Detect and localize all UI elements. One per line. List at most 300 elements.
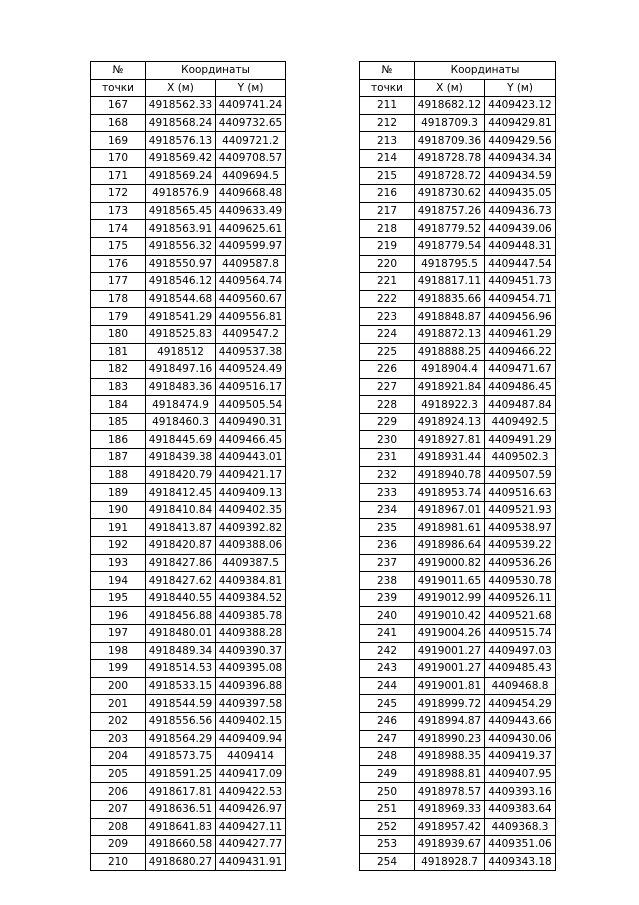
point-number-cell: 232 (360, 466, 415, 484)
x-coordinate-cell: 4918512 (146, 343, 216, 361)
x-coordinate-cell: 4918456.88 (146, 607, 216, 625)
point-number-cell: 223 (360, 308, 415, 326)
table-row (360, 748, 556, 766)
y-coordinate-cell: 4409633.49 (216, 202, 286, 220)
y-coordinate-cell: 4409468.8 (485, 677, 556, 695)
y-coordinate-cell: 4409516.63 (485, 484, 556, 502)
point-number-cell: 187 (91, 449, 146, 467)
x-coordinate-cell: 4919010.42 (415, 607, 485, 625)
point-number-cell: 214 (360, 149, 415, 167)
x-coordinate-cell: 4918981.61 (415, 519, 485, 537)
x-coordinate-cell: 4918480.01 (146, 625, 216, 643)
point-number-cell: 235 (360, 519, 415, 537)
x-coordinate-cell: 4919001.81 (415, 677, 485, 695)
x-coordinate-cell: 4918728.72 (415, 167, 485, 185)
x-coordinate-cell: 4918474.9 (146, 396, 216, 414)
y-coordinate-cell: 4409434.34 (485, 149, 556, 167)
point-number-cell: 167 (91, 97, 146, 115)
y-coordinate-cell: 4409530.78 (485, 572, 556, 590)
table-row (360, 149, 556, 167)
table-row (91, 149, 286, 167)
x-coordinate-cell: 4918988.35 (415, 748, 485, 766)
point-number-cell: 210 (91, 853, 146, 871)
point-number-cell: 169 (91, 132, 146, 150)
point-number-cell: 211 (360, 97, 415, 115)
x-coordinate-cell: 4918682.12 (415, 97, 485, 115)
y-coordinate-cell: 4409454.71 (485, 290, 556, 308)
x-coordinate-cell: 4918988.81 (415, 765, 485, 783)
y-coordinate-cell: 4409343.18 (485, 853, 556, 871)
x-coordinate-cell: 4919011.65 (415, 572, 485, 590)
x-coordinate-cell: 4918904.4 (415, 361, 485, 379)
y-coordinate-cell: 4409486.45 (485, 378, 556, 396)
y-coordinate-cell: 4409390.37 (216, 642, 286, 660)
x-coordinate-cell: 4918986.64 (415, 537, 485, 555)
y-coordinate-cell: 4409402.15 (216, 712, 286, 730)
x-coordinate-cell: 4918709.3 (415, 114, 485, 132)
point-number-cell: 220 (360, 255, 415, 273)
table-row (91, 290, 286, 308)
y-coordinate-cell: 4409560.67 (216, 290, 286, 308)
point-number-cell: 190 (91, 501, 146, 519)
x-coordinate-cell: 4918757.26 (415, 202, 485, 220)
header-point: точки (360, 79, 415, 97)
y-coordinate-cell: 4409516.17 (216, 378, 286, 396)
x-coordinate-cell: 4918921.84 (415, 378, 485, 396)
table-row (91, 202, 286, 220)
table-row (91, 97, 286, 115)
point-number-cell: 197 (91, 625, 146, 643)
y-coordinate-cell: 4409385.78 (216, 607, 286, 625)
point-number-cell: 205 (91, 765, 146, 783)
x-coordinate-cell: 4918967.01 (415, 501, 485, 519)
point-number-cell: 199 (91, 660, 146, 678)
y-coordinate-cell: 4409421.17 (216, 466, 286, 484)
point-number-cell: 224 (360, 325, 415, 343)
y-coordinate-cell: 4409521.68 (485, 607, 556, 625)
y-coordinate-cell: 4409434.59 (485, 167, 556, 185)
y-coordinate-cell: 4409538.97 (485, 519, 556, 537)
x-coordinate-cell: 4918563.91 (146, 220, 216, 238)
point-number-cell: 200 (91, 677, 146, 695)
y-coordinate-cell: 4409435.05 (485, 185, 556, 203)
y-coordinate-cell: 4409397.58 (216, 695, 286, 713)
table-row (360, 765, 556, 783)
x-coordinate-cell: 4918427.62 (146, 572, 216, 590)
point-number-cell: 238 (360, 572, 415, 590)
point-number-cell: 236 (360, 537, 415, 555)
point-number-cell: 213 (360, 132, 415, 150)
y-coordinate-cell: 4409587.8 (216, 255, 286, 273)
point-number-cell: 230 (360, 431, 415, 449)
y-coordinate-cell: 4409430.06 (485, 730, 556, 748)
table-row (360, 625, 556, 643)
y-coordinate-cell: 4409443.01 (216, 449, 286, 467)
table-row (360, 501, 556, 519)
table-row (91, 273, 286, 291)
x-coordinate-cell: 4918412.45 (146, 484, 216, 502)
y-coordinate-cell: 4409427.77 (216, 836, 286, 854)
table-row (360, 572, 556, 590)
table-row (91, 800, 286, 818)
point-number-cell: 221 (360, 273, 415, 291)
table-row (91, 413, 286, 431)
table-row (360, 484, 556, 502)
x-coordinate-cell: 4918999.72 (415, 695, 485, 713)
x-coordinate-cell: 4918410.84 (146, 501, 216, 519)
x-coordinate-cell: 4918569.24 (146, 167, 216, 185)
table-row (360, 396, 556, 414)
x-coordinate-cell: 4918939.67 (415, 836, 485, 854)
table-row (91, 466, 286, 484)
y-coordinate-cell: 4409547.2 (216, 325, 286, 343)
table-row (360, 255, 556, 273)
table-row (91, 625, 286, 643)
x-coordinate-cell: 4918445.69 (146, 431, 216, 449)
table-row (360, 378, 556, 396)
point-number-cell: 194 (91, 572, 146, 590)
point-number-cell: 183 (91, 378, 146, 396)
point-number-cell: 244 (360, 677, 415, 695)
y-coordinate-cell: 4409409.94 (216, 730, 286, 748)
x-coordinate-cell: 4918533.15 (146, 677, 216, 695)
x-coordinate-cell: 4918660.58 (146, 836, 216, 854)
x-coordinate-cell: 4918617.81 (146, 783, 216, 801)
point-number-cell: 192 (91, 537, 146, 555)
table-row (360, 431, 556, 449)
table-row (91, 730, 286, 748)
table-row (360, 343, 556, 361)
table-row (91, 132, 286, 150)
header-coordinates: Координаты (415, 62, 556, 80)
point-number-cell: 239 (360, 589, 415, 607)
table-row (91, 449, 286, 467)
x-coordinate-cell: 4918440.55 (146, 589, 216, 607)
point-number-cell: 185 (91, 413, 146, 431)
coordinates-table-right (359, 61, 556, 871)
header-coordinates: Координаты (146, 62, 286, 80)
x-coordinate-cell: 4918872.13 (415, 325, 485, 343)
y-coordinate-cell: 4409526.11 (485, 589, 556, 607)
y-coordinate-cell: 4409491.29 (485, 431, 556, 449)
table-row (91, 748, 286, 766)
point-number-cell: 182 (91, 361, 146, 379)
point-number-cell: 196 (91, 607, 146, 625)
table-row (91, 660, 286, 678)
y-coordinate-cell: 4409447.54 (485, 255, 556, 273)
x-coordinate-cell: 4918940.78 (415, 466, 485, 484)
y-coordinate-cell: 4409502.3 (485, 449, 556, 467)
table-row (360, 202, 556, 220)
point-number-cell: 173 (91, 202, 146, 220)
point-number-cell: 188 (91, 466, 146, 484)
point-number-cell: 231 (360, 449, 415, 467)
header-x: X (м) (415, 79, 485, 97)
y-coordinate-cell: 4409490.31 (216, 413, 286, 431)
table-row (360, 712, 556, 730)
x-coordinate-cell: 4918591.25 (146, 765, 216, 783)
table-row (91, 220, 286, 238)
y-coordinate-cell: 4409461.29 (485, 325, 556, 343)
table-row (360, 836, 556, 854)
y-coordinate-cell: 4409351.06 (485, 836, 556, 854)
x-coordinate-cell: 4918541.29 (146, 308, 216, 326)
x-coordinate-cell: 4918427.86 (146, 554, 216, 572)
point-number-cell: 170 (91, 149, 146, 167)
x-coordinate-cell: 4918514.53 (146, 660, 216, 678)
y-coordinate-cell: 4409409.13 (216, 484, 286, 502)
y-coordinate-cell: 4409564.74 (216, 273, 286, 291)
table-row (360, 818, 556, 836)
point-number-cell: 251 (360, 800, 415, 818)
point-number-cell: 242 (360, 642, 415, 660)
point-number-cell: 171 (91, 167, 146, 185)
y-coordinate-cell: 4409732.65 (216, 114, 286, 132)
x-coordinate-cell: 4918953.74 (415, 484, 485, 502)
point-number-cell: 168 (91, 114, 146, 132)
y-coordinate-cell: 4409524.49 (216, 361, 286, 379)
point-number-cell: 249 (360, 765, 415, 783)
y-coordinate-cell: 4409515.74 (485, 625, 556, 643)
table-row (91, 396, 286, 414)
point-number-cell: 186 (91, 431, 146, 449)
table-row (360, 607, 556, 625)
y-coordinate-cell: 4409451.73 (485, 273, 556, 291)
y-coordinate-cell: 4409387.5 (216, 554, 286, 572)
table-row (360, 800, 556, 818)
x-coordinate-cell: 4918779.54 (415, 237, 485, 255)
table-row (91, 677, 286, 695)
point-number-cell: 240 (360, 607, 415, 625)
y-coordinate-cell: 4409388.06 (216, 537, 286, 555)
table-row (360, 466, 556, 484)
point-number-cell: 176 (91, 255, 146, 273)
point-number-cell: 225 (360, 343, 415, 361)
y-coordinate-cell: 4409448.31 (485, 237, 556, 255)
y-coordinate-cell: 4409537.38 (216, 343, 286, 361)
x-coordinate-cell: 4918497.16 (146, 361, 216, 379)
y-coordinate-cell: 4409625.61 (216, 220, 286, 238)
table-row (91, 836, 286, 854)
y-coordinate-cell: 4409402.35 (216, 501, 286, 519)
y-coordinate-cell: 4409536.26 (485, 554, 556, 572)
point-number-cell: 250 (360, 783, 415, 801)
point-number-cell: 245 (360, 695, 415, 713)
x-coordinate-cell: 4918439.38 (146, 449, 216, 467)
table-row (91, 361, 286, 379)
point-number-cell: 222 (360, 290, 415, 308)
y-coordinate-cell: 4409599.97 (216, 237, 286, 255)
point-number-cell: 180 (91, 325, 146, 343)
table-row (91, 431, 286, 449)
table-row (360, 361, 556, 379)
y-coordinate-cell: 4409454.29 (485, 695, 556, 713)
table-row (360, 290, 556, 308)
x-coordinate-cell: 4918835.66 (415, 290, 485, 308)
point-number-cell: 174 (91, 220, 146, 238)
table-row (360, 730, 556, 748)
x-coordinate-cell: 4918990.23 (415, 730, 485, 748)
x-coordinate-cell: 4918922.3 (415, 396, 485, 414)
x-coordinate-cell: 4918565.45 (146, 202, 216, 220)
point-number-cell: 175 (91, 237, 146, 255)
point-number-cell: 233 (360, 484, 415, 502)
x-coordinate-cell: 4919000.82 (415, 554, 485, 572)
y-coordinate-cell: 4409466.22 (485, 343, 556, 361)
x-coordinate-cell: 4918928.7 (415, 853, 485, 871)
header-y: Y (м) (485, 79, 556, 97)
y-coordinate-cell: 4409539.22 (485, 537, 556, 555)
y-coordinate-cell: 4409431.91 (216, 853, 286, 871)
table-row (360, 273, 556, 291)
table-row (360, 413, 556, 431)
table-row (91, 537, 286, 555)
table-row (360, 537, 556, 555)
x-coordinate-cell: 4918420.79 (146, 466, 216, 484)
table-row (91, 237, 286, 255)
y-coordinate-cell: 4409395.08 (216, 660, 286, 678)
table-row (91, 572, 286, 590)
table-row (91, 554, 286, 572)
y-coordinate-cell: 4409485.43 (485, 660, 556, 678)
table-body-left (91, 97, 286, 871)
table-row (360, 97, 556, 115)
point-number-cell: 218 (360, 220, 415, 238)
x-coordinate-cell: 4918888.25 (415, 343, 485, 361)
table-body-right (360, 97, 556, 871)
x-coordinate-cell: 4918569.42 (146, 149, 216, 167)
y-coordinate-cell: 4409439.06 (485, 220, 556, 238)
table-row (360, 114, 556, 132)
y-coordinate-cell: 4409487.84 (485, 396, 556, 414)
point-number-cell: 243 (360, 660, 415, 678)
table-row (360, 237, 556, 255)
table-row (360, 308, 556, 326)
header-y: Y (м) (216, 79, 286, 97)
y-coordinate-cell: 4409392.82 (216, 519, 286, 537)
x-coordinate-cell: 4918544.59 (146, 695, 216, 713)
x-coordinate-cell: 4918969.33 (415, 800, 485, 818)
x-coordinate-cell: 4918730.62 (415, 185, 485, 203)
y-coordinate-cell: 4409384.81 (216, 572, 286, 590)
x-coordinate-cell: 4918957.42 (415, 818, 485, 836)
header-number: № (91, 62, 146, 80)
point-number-cell: 215 (360, 167, 415, 185)
table-row (91, 255, 286, 273)
table-row (360, 554, 556, 572)
point-number-cell: 212 (360, 114, 415, 132)
table-row (360, 220, 556, 238)
table-row (91, 765, 286, 783)
x-coordinate-cell: 4918556.56 (146, 712, 216, 730)
point-number-cell: 178 (91, 290, 146, 308)
y-coordinate-cell: 4409492.5 (485, 413, 556, 431)
table-row (360, 783, 556, 801)
point-number-cell: 253 (360, 836, 415, 854)
x-coordinate-cell: 4918641.83 (146, 818, 216, 836)
table-row (360, 449, 556, 467)
point-number-cell: 177 (91, 273, 146, 291)
point-number-cell: 226 (360, 361, 415, 379)
y-coordinate-cell: 4409708.57 (216, 149, 286, 167)
table-row (91, 378, 286, 396)
x-coordinate-cell: 4918568.24 (146, 114, 216, 132)
x-coordinate-cell: 4918636.51 (146, 800, 216, 818)
x-coordinate-cell: 4918550.97 (146, 255, 216, 273)
x-coordinate-cell: 4919004.26 (415, 625, 485, 643)
y-coordinate-cell: 4409396.88 (216, 677, 286, 695)
point-number-cell: 219 (360, 237, 415, 255)
y-coordinate-cell: 4409384.52 (216, 589, 286, 607)
y-coordinate-cell: 4409443.66 (485, 712, 556, 730)
table-row (360, 660, 556, 678)
table-row (91, 818, 286, 836)
table-row (91, 853, 286, 871)
table-row (91, 607, 286, 625)
point-number-cell: 179 (91, 308, 146, 326)
table-row (360, 132, 556, 150)
table-row (360, 642, 556, 660)
y-coordinate-cell: 4409422.53 (216, 783, 286, 801)
point-number-cell: 246 (360, 712, 415, 730)
point-number-cell: 254 (360, 853, 415, 871)
y-coordinate-cell: 4409466.45 (216, 431, 286, 449)
y-coordinate-cell: 4409407.95 (485, 765, 556, 783)
point-number-cell: 248 (360, 748, 415, 766)
table-row (360, 695, 556, 713)
y-coordinate-cell: 4409505.54 (216, 396, 286, 414)
y-coordinate-cell: 4409436.73 (485, 202, 556, 220)
y-coordinate-cell: 4409556.81 (216, 308, 286, 326)
table-row (91, 484, 286, 502)
point-number-cell: 191 (91, 519, 146, 537)
table-row (360, 853, 556, 871)
table-row (91, 501, 286, 519)
point-number-cell: 204 (91, 748, 146, 766)
y-coordinate-cell: 4409393.16 (485, 783, 556, 801)
y-coordinate-cell: 4409383.64 (485, 800, 556, 818)
table-row (360, 167, 556, 185)
x-coordinate-cell: 4919001.27 (415, 642, 485, 660)
point-number-cell: 184 (91, 396, 146, 414)
y-coordinate-cell: 4409427.11 (216, 818, 286, 836)
x-coordinate-cell: 4918576.9 (146, 185, 216, 203)
table-row (91, 642, 286, 660)
header-number: № (360, 62, 415, 80)
x-coordinate-cell: 4918978.57 (415, 783, 485, 801)
point-number-cell: 228 (360, 396, 415, 414)
x-coordinate-cell: 4918546.12 (146, 273, 216, 291)
point-number-cell: 189 (91, 484, 146, 502)
point-number-cell: 203 (91, 730, 146, 748)
y-coordinate-cell: 4409497.03 (485, 642, 556, 660)
table-row (91, 695, 286, 713)
x-coordinate-cell: 4918460.3 (146, 413, 216, 431)
y-coordinate-cell: 4409694.5 (216, 167, 286, 185)
x-coordinate-cell: 4918779.52 (415, 220, 485, 238)
point-number-cell: 201 (91, 695, 146, 713)
point-number-cell: 216 (360, 185, 415, 203)
point-number-cell: 202 (91, 712, 146, 730)
table-row (360, 519, 556, 537)
y-coordinate-cell: 4409414 (216, 748, 286, 766)
x-coordinate-cell: 4919001.27 (415, 660, 485, 678)
table-row (360, 185, 556, 203)
y-coordinate-cell: 4409471.67 (485, 361, 556, 379)
x-coordinate-cell: 4918924.13 (415, 413, 485, 431)
table-row (91, 343, 286, 361)
x-coordinate-cell: 4918413.87 (146, 519, 216, 537)
